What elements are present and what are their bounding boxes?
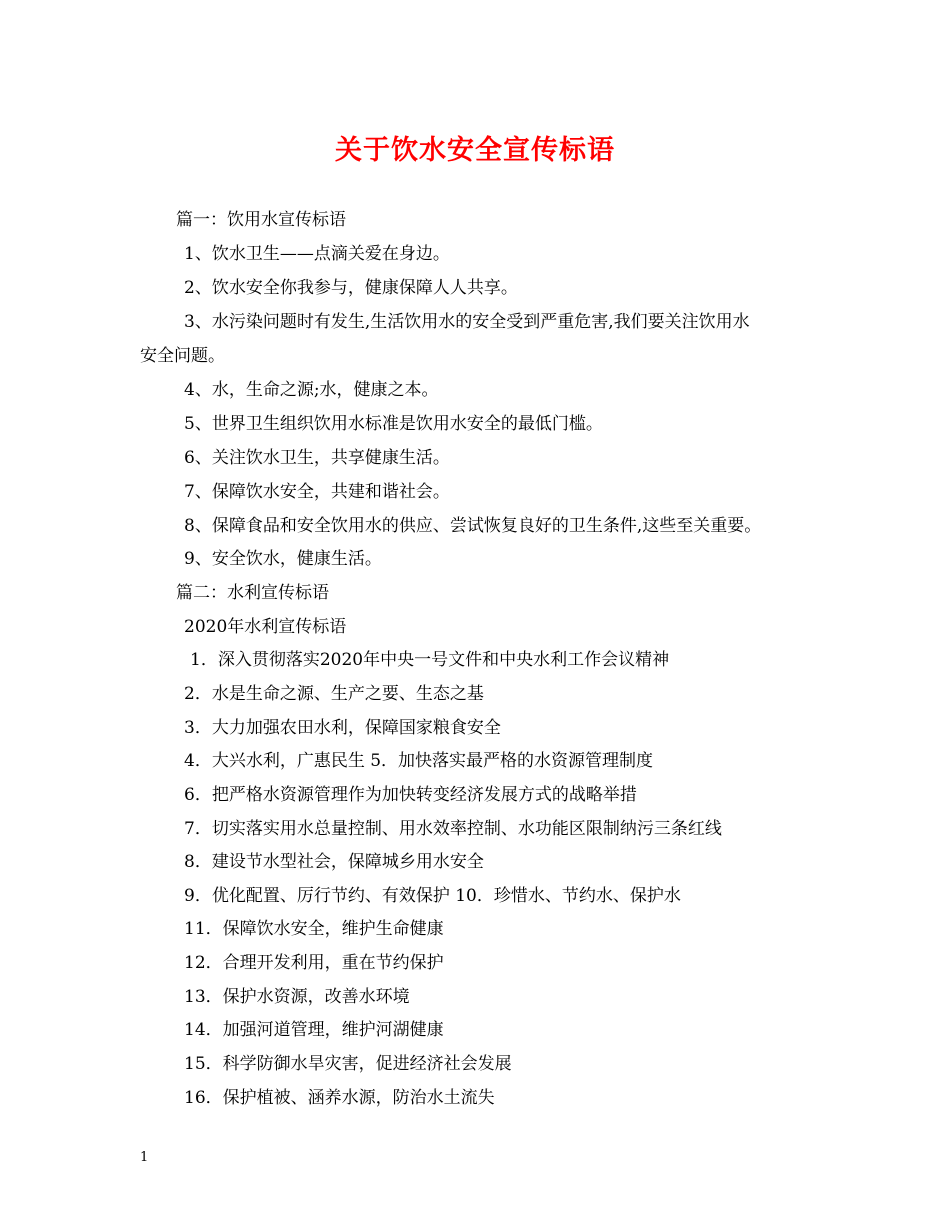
list-item: 2、饮水安全你我参与，健康保障人人共享。 (184, 278, 518, 298)
list-item: 13．保护水资源，改善水环境 (184, 987, 410, 1007)
list-item: 8．建设节水型社会，保障城乡用水安全 (184, 852, 484, 872)
list-item-continuation: 安全问题。 (140, 346, 225, 366)
list-item: 9、安全饮水，健康生活。 (184, 549, 382, 569)
list-item: 3．大力加强农田水利，保障国家粮食安全 (184, 718, 501, 738)
list-item: 16．保护植被、涵养水源，防治水土流失 (184, 1088, 495, 1108)
list-item: 5、世界卫生组织饮用水标准是饮用水安全的最低门槛。 (184, 414, 603, 434)
list-item: 2．水是生命之源、生产之要、生态之基 (184, 684, 484, 704)
list-item: 3、水污染问题时有发生,生活饮用水的安全受到严重危害,我们要关注饮用水 (184, 312, 750, 332)
document-title: 关于饮水安全宣传标语 (335, 135, 615, 166)
subheading: 2020年水利宣传标语 (184, 617, 347, 637)
list-item: 15．科学防御水旱灾害，促进经济社会发展 (184, 1054, 512, 1074)
list-item: 1、饮水卫生——点滴关爱在身边。 (184, 244, 450, 264)
list-item: 1．深入贯彻落实2020年中央一号文件和中央水利工作会议精神 (190, 650, 670, 670)
list-item: 6、关注饮水卫生，共享健康生活。 (184, 448, 450, 468)
section-heading-2: 篇二：水利宣传标语 (176, 583, 329, 603)
list-item: 11．保障饮水安全，维护生命健康 (184, 919, 444, 939)
list-item: 6．把严格水资源管理作为加快转变经济发展方式的战略举措 (184, 785, 637, 805)
list-item: 4、水，生命之源;水，健康之本。 (184, 380, 439, 400)
list-item: 9．优化配置、厉行节约、有效保护 10．珍惜水、节约水、保护水 (184, 886, 681, 906)
section-heading-1: 篇一：饮用水宣传标语 (176, 210, 346, 230)
list-item: 14．加强河道管理，维护河湖健康 (184, 1020, 444, 1040)
list-item: 8、保障食品和安全饮用水的供应、尝试恢复良好的卫生条件,这些至关重要。 (184, 516, 762, 536)
page-number: 1 (140, 1150, 149, 1165)
list-item: 4．大兴水利，广惠民生 5．加快落实最严格的水资源管理制度 (184, 751, 654, 771)
list-item: 7．切实落实用水总量控制、用水效率控制、水功能区限制纳污三条红线 (184, 819, 722, 839)
list-item: 7、保障饮水安全，共建和谐社会。 (184, 482, 450, 502)
list-item: 12．合理开发利用，重在节约保护 (184, 953, 444, 973)
